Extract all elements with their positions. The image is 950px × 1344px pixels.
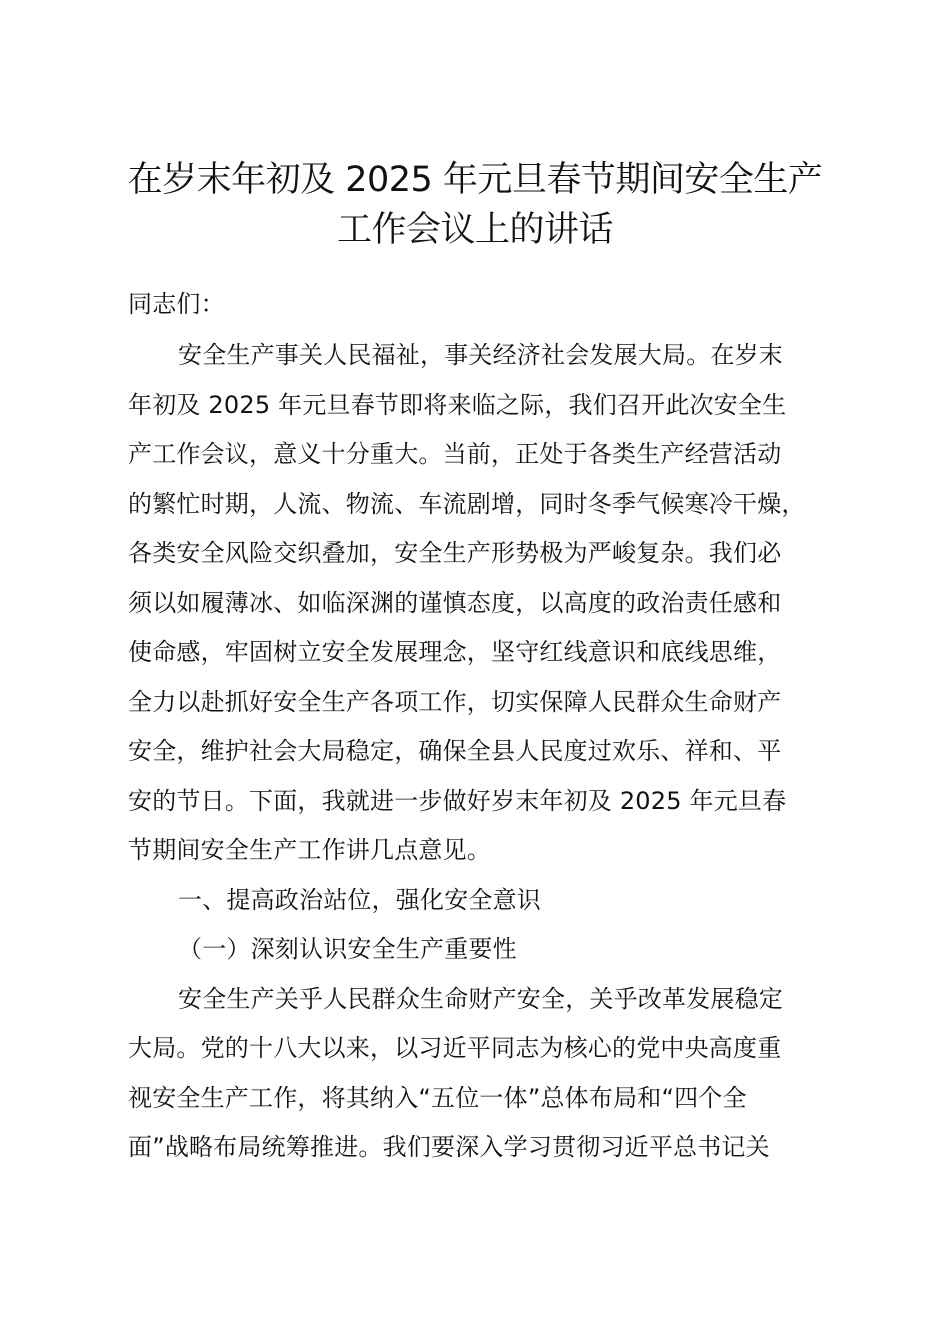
paragraph2-line: 视安全生产工作，将其纳入“五位一体”总体布局和“四个全 xyxy=(128,1084,747,1112)
paragraph1-line: 全力以赴抓好安全生产各项工作，切实保障人民群众生命财产 xyxy=(128,688,782,716)
salutation: 同志们： xyxy=(128,290,225,318)
paragraph2-line: 安全生产关乎人民群众生命财产安全，关乎改革发展稳定 xyxy=(178,985,783,1013)
subsection-heading-1: （一）深刻认识安全生产重要性 xyxy=(178,935,517,963)
document-title-line-2: 工作会议上的讲话 xyxy=(336,210,613,250)
paragraph1-line: 节期间安全生产工作讲几点意见。 xyxy=(128,836,491,864)
section-heading-1: 一、提高政治站位，强化安全意识 xyxy=(178,886,541,914)
paragraph1-line: 安全生产事关人民福祉，事关经济社会发展大局。在岁末 xyxy=(178,341,783,369)
paragraph1-line: 年初及 2025 年元旦春节即将来临之际，我们召开此次安全生 xyxy=(128,391,787,419)
paragraph1-line: 各类安全风险交织叠加，安全生产形势极为严峻复杂。我们必 xyxy=(128,539,782,567)
paragraph2-line: 大局。党的十八大以来，以习近平同志为核心的党中央高度重 xyxy=(128,1034,782,1062)
paragraph1-line: 使命感，牢固树立安全发展理念，坚守红线意识和底线思维， xyxy=(128,638,782,666)
paragraph2-line: 面”战略布局统筹推进。我们要深入学习贯彻习近平总书记关 xyxy=(128,1133,770,1161)
document-title-line-1: 在岁末年初及 2025 年元旦春节期间安全生产 xyxy=(127,160,823,200)
paragraph1-line: 须以如履薄冰、如临深渊的谨慎态度，以高度的政治责任感和 xyxy=(128,589,782,617)
paragraph1-line: 产工作会议，意义十分重大。当前，正处于各类生产经营活动 xyxy=(128,440,782,468)
paragraph1-line: 安的节日。下面，我就进一步做好岁末年初及 2025 年元旦春 xyxy=(128,787,787,815)
paragraph1-line: 安全，维护社会大局稳定，确保全县人民度过欢乐、祥和、平 xyxy=(128,737,782,765)
paragraph1-line: 的繁忙时期，人流、物流、车流剧增，同时冬季气候寒冷干燥， xyxy=(128,490,806,518)
